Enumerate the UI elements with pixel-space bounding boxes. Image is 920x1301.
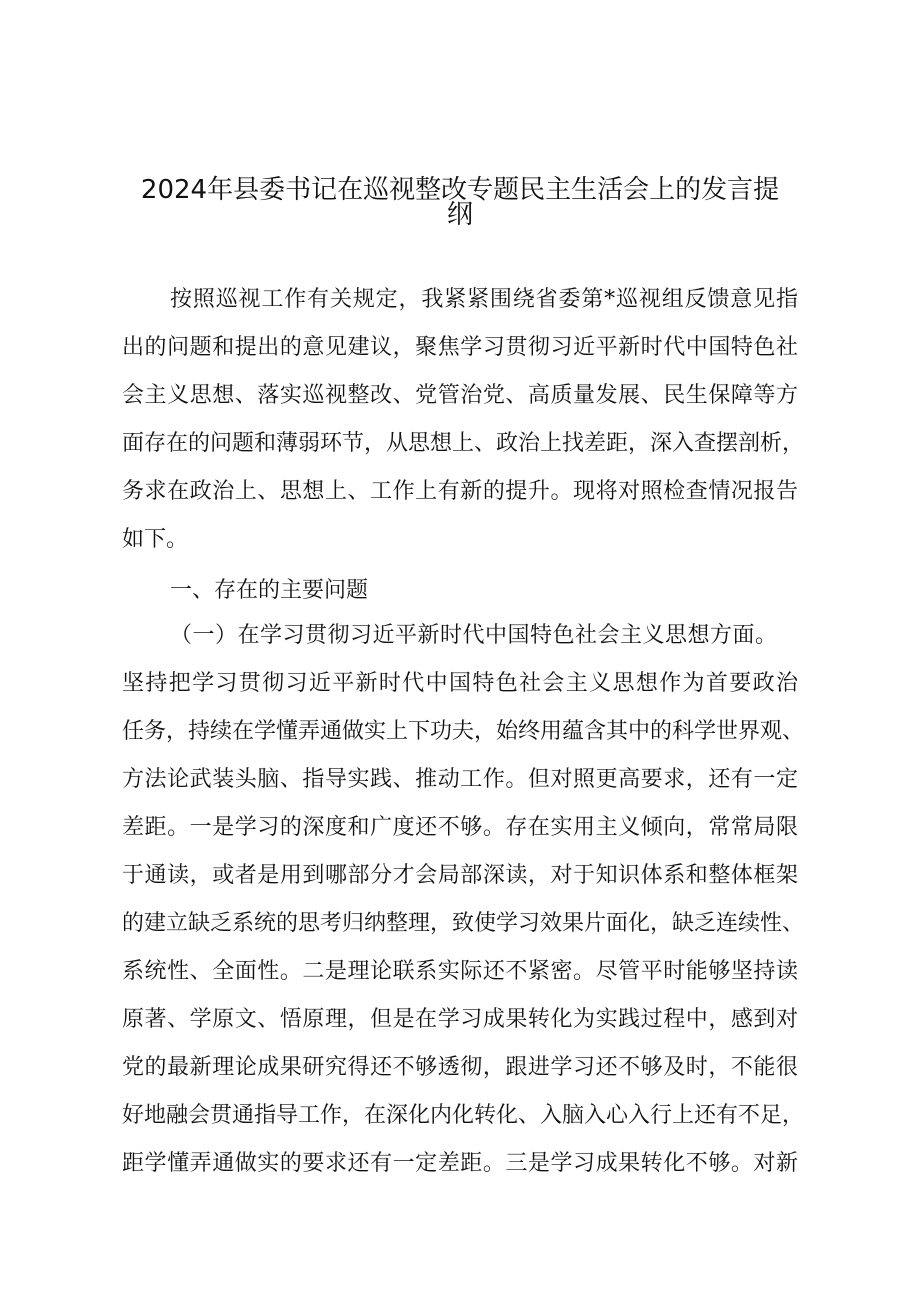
intro-line: 务求在政治上、思想上、工作上有新的提升。现将对照检查情况报告 [122,479,798,504]
intro-line: 面存在的问题和薄弱环节，从思想上、政治上找差距，深入查摆剖析， [122,431,805,456]
body-line: 党的最新理论成果研究得还不够透彻，跟进学习还不够及时，不能很 [122,1055,798,1080]
intro-line: 出的问题和提出的意见建议，聚焦学习贯彻习近平新时代中国特色社 [122,335,798,360]
body-line: 方法论武装头脑、指导实践、推动工作。但对照更高要求，还有一定 [122,767,798,792]
document-title-line-2: 纲 [446,200,473,230]
subsection-heading: （一）在学习贯彻习近平新时代中国特色社会主义思想方面。 [170,623,778,648]
section-heading: 一、存在的主要问题 [170,578,369,603]
body-line: 差距。一是学习的深度和广度还不够。存在实用主义倾向，常常局限 [122,815,798,840]
body-line: 的建立缺乏系统的思考归纳整理，致使学习效果片面化，缺乏连续性、 [122,911,805,936]
body-line: 距学懂弄通做实的要求还有一定差距。三是学习成果转化不够。对新 [122,1151,798,1176]
body-line: 于通读，或者是用到哪部分才会局部深读，对于知识体系和整体框架 [122,863,798,888]
body-line: 好地融会贯通指导工作，在深化内化转化、入脑入心入行上还有不足， [122,1103,805,1128]
document-title-line-1: 2024年县委书记在巡视整改专题民主生活会上的发言提 [140,175,780,205]
body-line: 系统性、全面性。二是理论联系实际还不紧密。尽管平时能够坚持读 [122,959,798,984]
intro-line: 按照巡视工作有关规定，我紧紧围绕省委第*巡视组反馈意见指 [170,287,798,312]
body-line: 原著、学原文、悟原理，但是在学习成果转化为实践过程中，感到对 [122,1007,798,1032]
body-line: 任务，持续在学懂弄通做实上下功夫，始终用蕴含其中的科学世界观、 [122,719,805,744]
intro-line: 会主义思想、落实巡视整改、党管治党、高质量发展、民生保障等方 [122,383,798,408]
body-line: 坚持把学习贯彻习近平新时代中国特色社会主义思想作为首要政治 [122,671,798,696]
intro-line-last: 如下。 [122,527,189,552]
